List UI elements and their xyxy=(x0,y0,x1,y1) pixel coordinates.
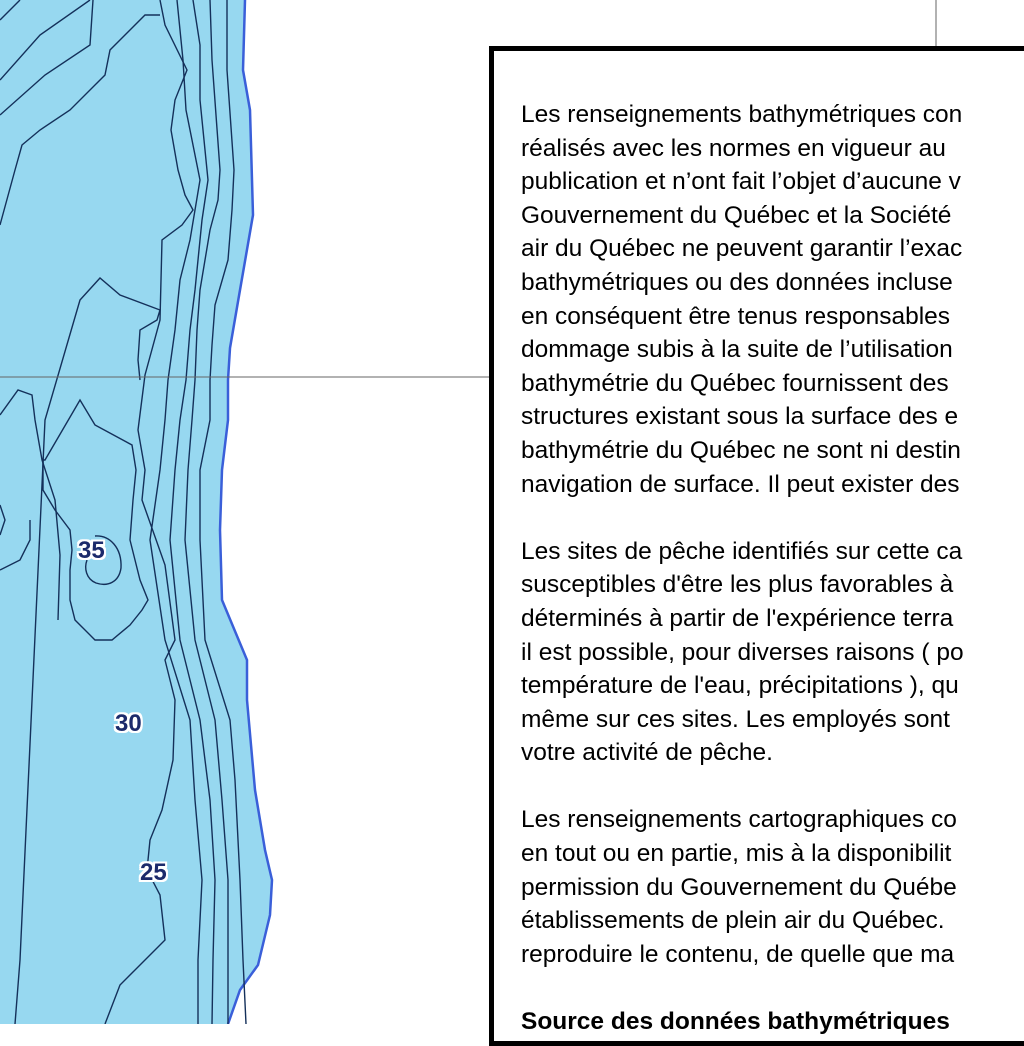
text-line: votre activité de pêche. xyxy=(521,739,773,767)
text-line: bathymétrie du Québec ne sont ni destin xyxy=(521,436,961,464)
text-line: Les renseignements cartographiques co xyxy=(521,806,957,834)
text-line: bathymétriques ou des données incluse xyxy=(521,268,953,296)
disclaimer-text xyxy=(521,98,1024,1039)
text-line: établissements de plein air du Québec. xyxy=(521,907,945,935)
text-line: Les renseignements bathymétriques con xyxy=(521,101,963,128)
depth-label-25: 25 xyxy=(140,859,167,886)
text-line: navigation de surface. Il peut exister des xyxy=(521,470,960,498)
text-line: bathymétrie du Québec fournissent des xyxy=(521,369,949,397)
source-heading: Source des données bathymétriques xyxy=(521,1008,950,1036)
text-line: publication et n’ont fait l’objet d’aucune v xyxy=(521,168,961,196)
text-line: Gouvernement du Québec et la Société xyxy=(521,201,952,229)
text-line: susceptibles d'être les plus favorables à xyxy=(521,571,954,599)
text-line: permission du Gouvernement du Québe xyxy=(521,873,957,901)
text-line: reproduire le contenu, de quelle que ma xyxy=(521,940,955,968)
text-line: Les sites de pêche identifiés sur cette ca xyxy=(521,537,963,565)
depth-label-30: 30 xyxy=(115,710,142,737)
text-line: réalisés avec les normes en vigueur au xyxy=(521,134,946,162)
text-line: en conséquent être tenus responsables xyxy=(521,302,951,330)
disclaimer-paragraph-fishing-sites xyxy=(521,535,1024,770)
disclaimer-panel xyxy=(489,46,1024,1046)
text-line: même sur ces sites. Les employés sont xyxy=(521,705,950,733)
text-line: dommage subis à la suite de l’utilisation xyxy=(521,336,953,364)
text-line: structures existant sous la surface des e xyxy=(521,403,959,431)
text-line: en tout ou en partie, mis à la disponibilit xyxy=(521,840,952,868)
text-line: air du Québec ne peuvent garantir l’exac xyxy=(521,235,963,263)
text-line: il est possible, pour diverses raisons ( po xyxy=(521,638,964,666)
disclaimer-paragraph-cartographic xyxy=(521,803,1024,971)
text-line: température de l'eau, précipitations ), qu xyxy=(521,672,959,700)
depth-label-35: 35 xyxy=(78,537,105,564)
text-line: déterminés à partir de l'expérience terra xyxy=(521,604,954,632)
disclaimer-paragraph-bathymetry xyxy=(521,98,1024,501)
